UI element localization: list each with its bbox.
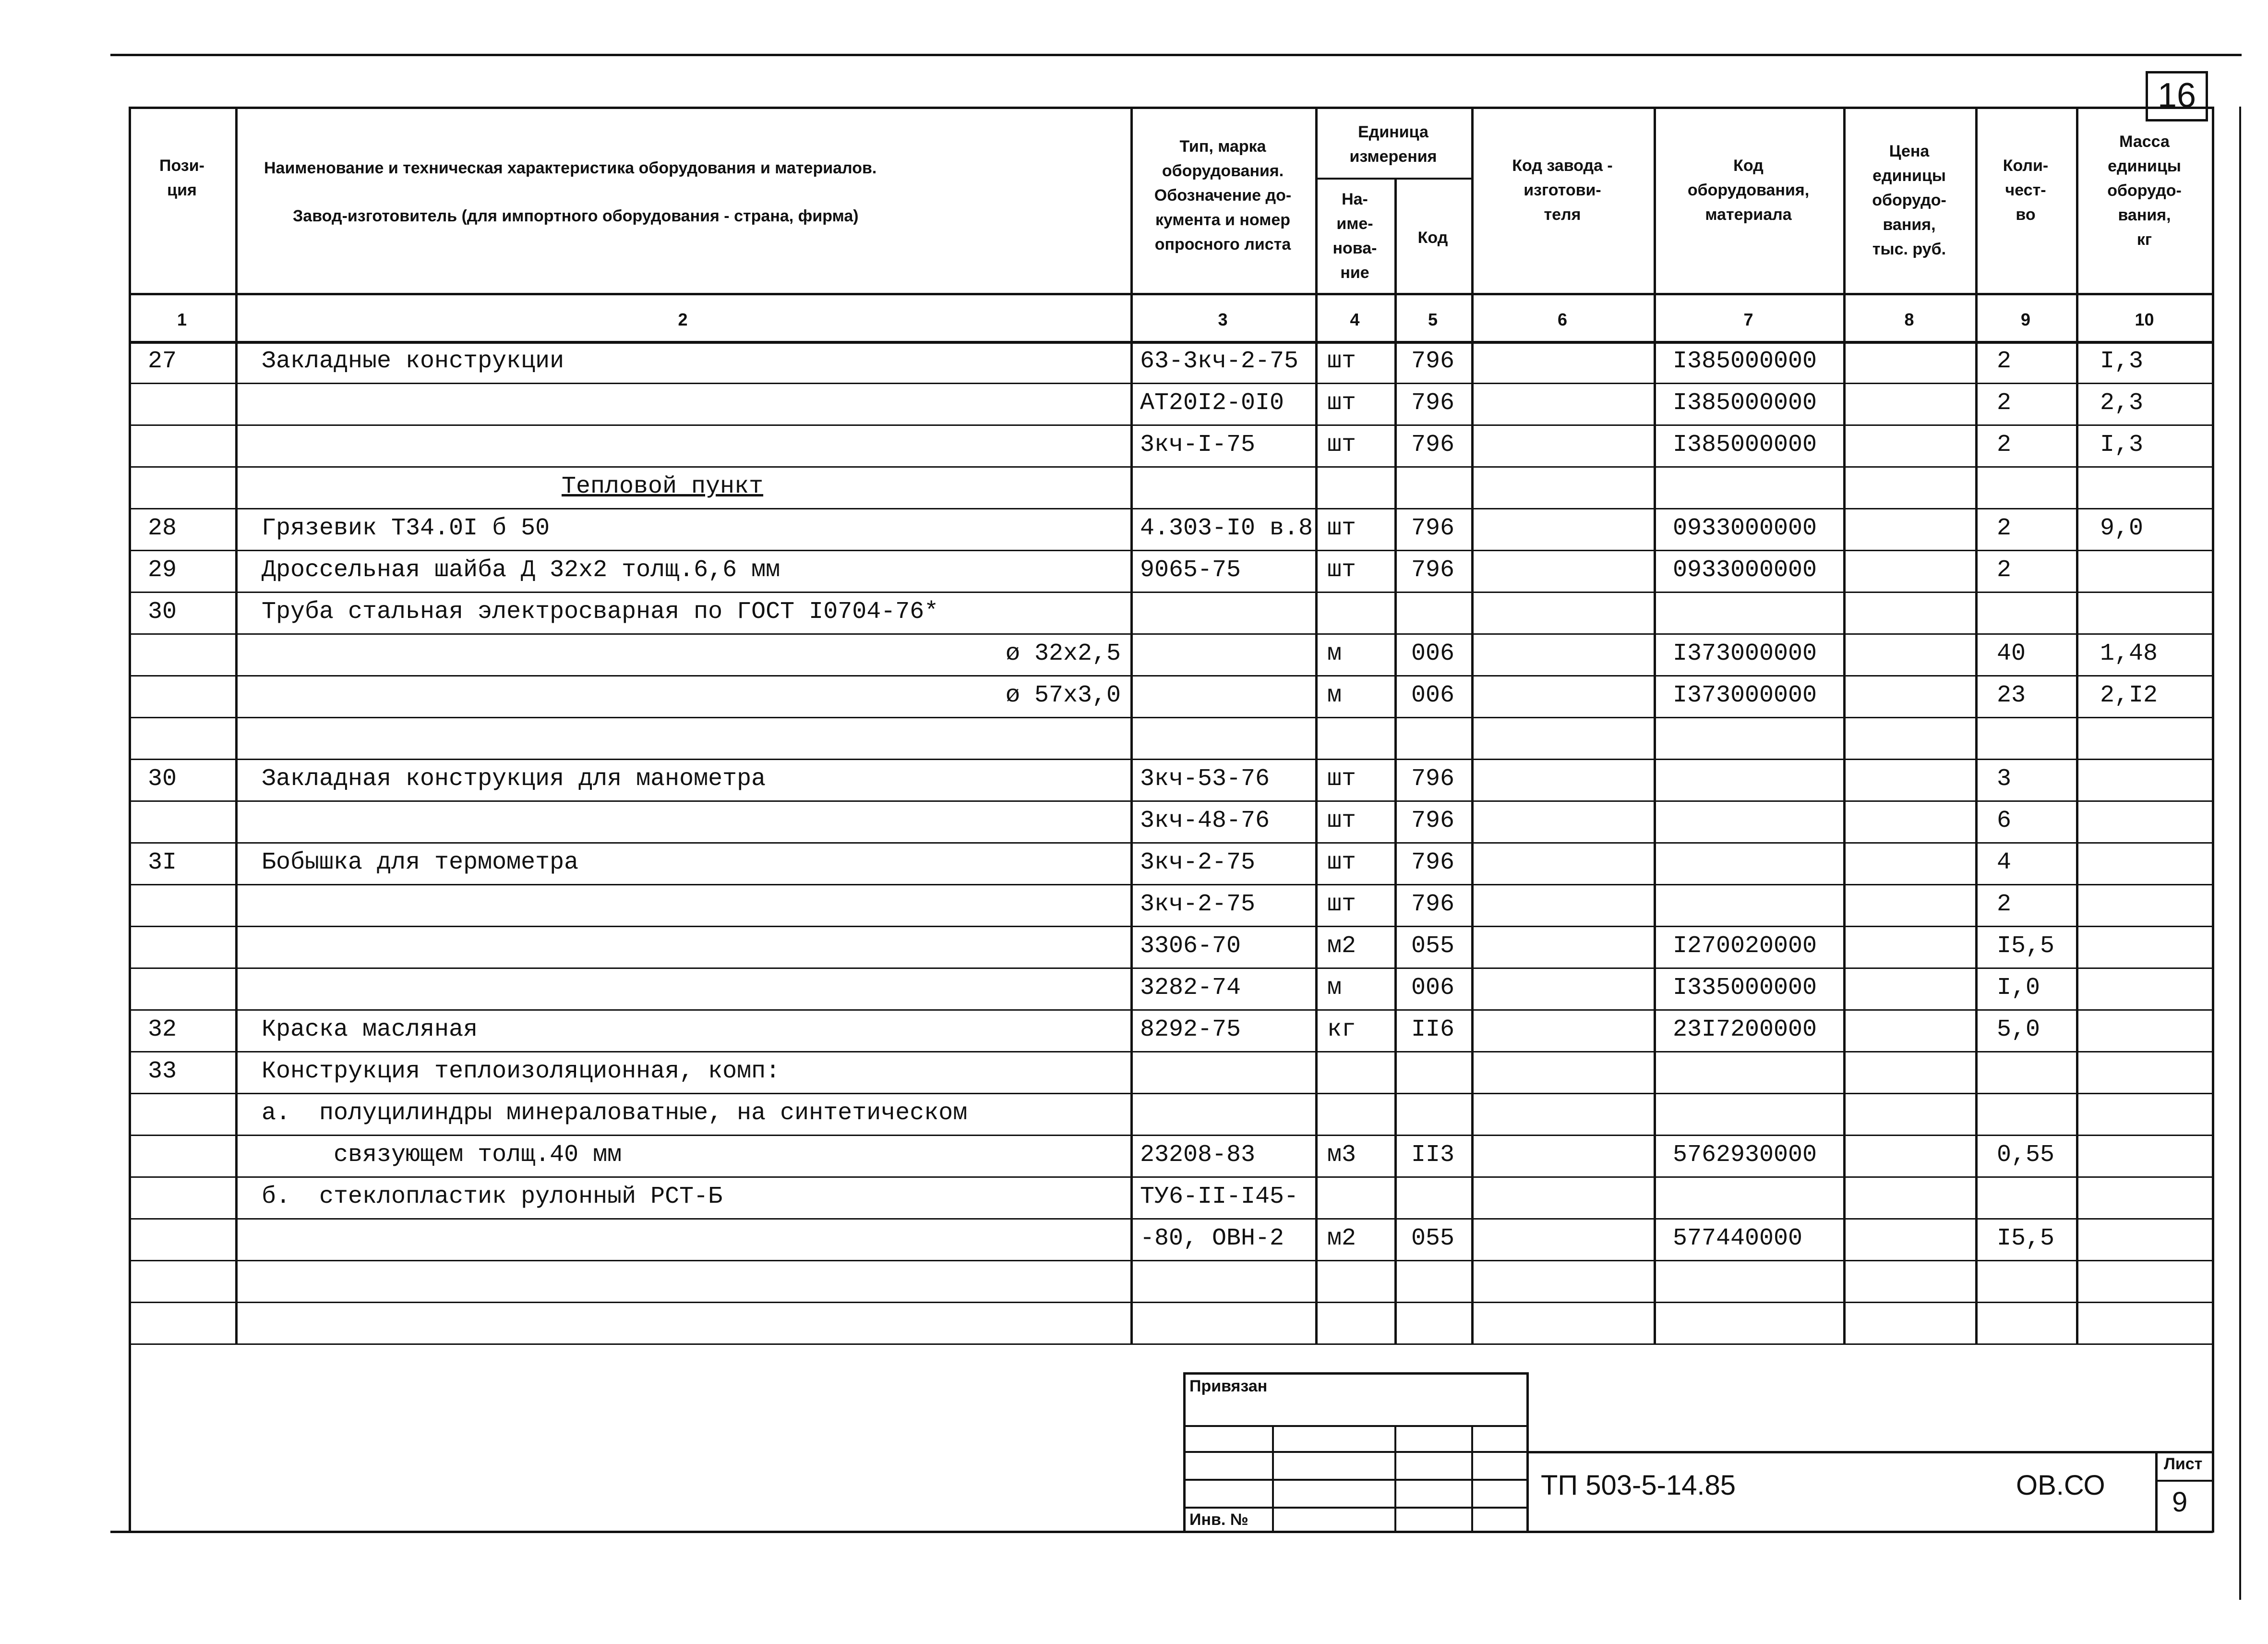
row-unit-code: 796: [1411, 431, 1455, 459]
page-bottom-border: [110, 1531, 2213, 1533]
row-material-code: I385000000: [1673, 348, 1817, 375]
row-divider: [129, 550, 2213, 551]
row-quantity: 2: [1997, 556, 2012, 584]
row-unit-name: шт: [1327, 849, 1356, 876]
row-divider: [129, 926, 2213, 927]
row-name: Закладные конструкции: [262, 348, 564, 375]
row-divider: [129, 1176, 2213, 1178]
header-col10: Масса единицы оборудо- вания, кг: [2107, 133, 2182, 249]
header-number-row-top: [129, 293, 2213, 295]
row-position: 30: [148, 765, 177, 793]
row-quantity: 6: [1997, 807, 2012, 834]
row-mass: I,3: [2100, 431, 2144, 459]
row-position: 29: [148, 556, 177, 584]
row-divider: [129, 717, 2213, 718]
sheet-number: 9: [2172, 1487, 2188, 1518]
row-divider: [129, 633, 2213, 635]
row-quantity: 2: [1997, 891, 2012, 918]
row-unit-code: 796: [1411, 556, 1455, 584]
row-type-mark: -80, ОВН-2: [1140, 1225, 1284, 1252]
row-material-code: 5762930000: [1673, 1141, 1817, 1169]
row-divider: [129, 1260, 2213, 1261]
row-quantity: 0,55: [1997, 1141, 2055, 1169]
row-unit-name: шт: [1327, 431, 1356, 459]
row-divider: [129, 800, 2213, 802]
row-quantity: 2: [1997, 515, 2012, 542]
section-heading: Тепловой пункт: [562, 473, 764, 500]
row-quantity: I,0: [1997, 974, 2040, 1002]
header-unit-group: Единица измерения: [1349, 123, 1437, 166]
row-mass: 2,3: [2100, 389, 2144, 417]
row-name: Краска масляная: [262, 1016, 478, 1043]
header-col8: Цена единицы оборудо- вания, тыс. руб.: [1872, 142, 1946, 258]
row-type-mark: 3кч-53-76: [1140, 765, 1270, 793]
row-divider: [129, 1135, 2213, 1136]
row-material-code: I373000000: [1673, 640, 1817, 667]
row-name-size: ø 57х3,0: [1005, 682, 1121, 709]
row-position: 33: [148, 1058, 177, 1085]
row-type-mark: 4.303-I0 в.8: [1140, 515, 1313, 542]
row-unit-name: шт: [1327, 891, 1356, 918]
corner-sheet-number: 16: [2146, 71, 2208, 121]
sheet-label: Лист: [2164, 1455, 2203, 1473]
row-unit-code: 006: [1411, 640, 1455, 667]
header-bottom: [129, 341, 2213, 344]
row-unit-code: 006: [1411, 682, 1455, 709]
row-unit-name: шт: [1327, 389, 1356, 417]
row-quantity: 2: [1997, 389, 2012, 417]
row-divider: [129, 1302, 2213, 1303]
header-column-number: 4: [1350, 310, 1360, 329]
row-quantity: 40: [1997, 640, 2026, 667]
row-divider: [129, 759, 2213, 760]
row-unit-name: шт: [1327, 556, 1356, 584]
row-material-code: I385000000: [1673, 431, 1817, 459]
row-mass: 9,0: [2100, 515, 2144, 542]
column-divider: [2076, 107, 2078, 1343]
row-position: 27: [148, 348, 177, 375]
header-col1: Пози- ция: [159, 157, 204, 199]
row-name-size: ø 32х2,5: [1005, 640, 1121, 667]
row-material-code: 577440000: [1673, 1225, 1803, 1252]
header-col9: Коли- чест- во: [2003, 157, 2049, 224]
header-col7: Код оборудования, материала: [1687, 157, 1810, 224]
row-type-mark: 3306-70: [1140, 932, 1241, 960]
page-right-edge: [2239, 107, 2241, 1600]
row-material-code: 23I7200000: [1673, 1016, 1817, 1043]
row-unit-name: м: [1327, 682, 1342, 709]
row-quantity: 4: [1997, 849, 2012, 876]
row-unit-name: кг: [1327, 1016, 1356, 1043]
row-quantity: 23: [1997, 682, 2026, 709]
row-type-mark: 63-3кч-2-75: [1140, 348, 1299, 375]
row-position: 32: [148, 1016, 177, 1043]
row-position: 30: [148, 598, 177, 626]
header-column-number: 10: [2135, 310, 2154, 329]
column-divider: [235, 107, 238, 1343]
column-divider: [1975, 107, 1978, 1343]
row-divider: [129, 424, 2213, 426]
row-material-code: I385000000: [1673, 389, 1817, 417]
top-rule: [110, 54, 2242, 56]
row-unit-code: II3: [1411, 1141, 1455, 1169]
row-type-mark: 9065-75: [1140, 556, 1241, 584]
row-divider: [129, 592, 2213, 593]
row-unit-code: 796: [1411, 807, 1455, 834]
header-column-number: 6: [1557, 310, 1568, 329]
row-unit-name: шт: [1327, 765, 1356, 793]
column-divider: [1394, 178, 1397, 1343]
row-material-code: I335000000: [1673, 974, 1817, 1002]
row-unit-code: 796: [1411, 891, 1455, 918]
row-unit-name: шт: [1327, 807, 1356, 834]
row-divider: [129, 967, 2213, 969]
header-col3: Тип, марка оборудования. Обозначение до- кумента и номер опросного листа: [1154, 137, 1292, 254]
row-divider: [129, 675, 2213, 677]
column-divider: [1130, 107, 1133, 1343]
header-column-number: 8: [1904, 310, 1914, 329]
row-name: Труба стальная электросварная по ГОСТ I0704-76*: [262, 598, 939, 626]
row-position: 3I: [148, 849, 177, 876]
row-type-mark: 23208-83: [1140, 1141, 1256, 1169]
row-unit-code: 796: [1411, 389, 1455, 417]
column-divider: [1315, 107, 1318, 1343]
row-type-mark: 3282-74: [1140, 974, 1241, 1002]
header-column-number: 3: [1218, 310, 1228, 329]
row-unit-code: 055: [1411, 932, 1455, 960]
row-type-mark: 3кч-2-75: [1140, 849, 1256, 876]
bound-label: Привязан: [1189, 1377, 1268, 1395]
row-divider: [129, 884, 2213, 885]
header-column-number: 7: [1743, 310, 1753, 329]
header-column-number: 9: [2020, 310, 2031, 329]
row-name: Конструкция теплоизоляционная, комп:: [262, 1058, 780, 1085]
column-divider: [1471, 107, 1474, 1343]
row-unit-code: 796: [1411, 849, 1455, 876]
row-divider: [129, 1051, 2213, 1052]
row-quantity: 5,0: [1997, 1016, 2040, 1043]
document-section: ОВ.СО: [2016, 1470, 2105, 1501]
row-name: б. стеклопластик рулонный РСТ-Б: [262, 1183, 723, 1210]
row-unit-name: м2: [1327, 1225, 1356, 1252]
table-top-border: [129, 107, 2214, 109]
row-unit-name: м2: [1327, 932, 1356, 960]
row-type-mark: 3кч-2-75: [1140, 891, 1256, 918]
document-code: ТП 503-5-14.85: [1541, 1470, 1736, 1501]
row-type-mark: 3кч-48-76: [1140, 807, 1270, 834]
row-name: Закладная конструкция для манометра: [262, 765, 766, 793]
header-col5: Код: [1417, 229, 1448, 247]
row-mass: I,3: [2100, 348, 2144, 375]
row-divider: [129, 842, 2213, 844]
row-quantity: I5,5: [1997, 932, 2055, 960]
row-divider: [129, 1343, 2213, 1345]
row-mass: 2,I2: [2100, 682, 2158, 709]
header-column-number: 2: [678, 310, 688, 329]
row-position: 28: [148, 515, 177, 542]
row-divider: [129, 466, 2213, 468]
row-divider: [129, 508, 2213, 509]
row-type-mark: 3кч-I-75: [1140, 431, 1256, 459]
row-unit-code: II6: [1411, 1016, 1455, 1043]
row-unit-code: 796: [1411, 348, 1455, 375]
inv-label: Инв. №: [1189, 1511, 1248, 1529]
header-col2-line2: Завод-изготовитель (для импортного оборудования - страна, фирма): [293, 207, 859, 225]
row-type-mark: ТУ6-II-I45-: [1140, 1183, 1299, 1210]
row-quantity: I5,5: [1997, 1225, 2055, 1252]
column-divider: [1654, 107, 1656, 1343]
row-type-mark: 8292-75: [1140, 1016, 1241, 1043]
row-unit-name: м: [1327, 640, 1342, 667]
row-name: Грязевик Т34.0I б 50: [262, 515, 550, 542]
row-quantity: 2: [1997, 348, 2012, 375]
row-quantity: 3: [1997, 765, 2012, 793]
row-type-mark: АТ20I2-0I0: [1140, 389, 1284, 417]
column-divider: [1843, 107, 1846, 1343]
row-material-code: I270020000: [1673, 932, 1817, 960]
row-unit-name: м3: [1327, 1141, 1356, 1169]
header-col4: На- име- нова- ние: [1332, 190, 1377, 282]
unit-group-divider: [1315, 178, 1471, 180]
row-unit-code: 006: [1411, 974, 1455, 1002]
row-divider: [129, 383, 2213, 384]
header-col2-line1: Наименование и техническая характеристика оборудования и материалов.: [264, 159, 877, 177]
row-mass: 1,48: [2100, 640, 2158, 667]
row-name: а. полуцилиндры минераловатные, на синтетическом: [262, 1100, 968, 1127]
row-unit-code: 796: [1411, 515, 1455, 542]
row-quantity: 2: [1997, 431, 2012, 459]
row-unit-code: 055: [1411, 1225, 1455, 1252]
row-divider: [129, 1009, 2213, 1011]
row-name: Бобышка для термометра: [262, 849, 579, 876]
row-unit-name: шт: [1327, 348, 1356, 375]
row-name: связующем толщ.40 мм: [262, 1141, 622, 1169]
row-unit-name: шт: [1327, 515, 1356, 542]
row-unit-name: м: [1327, 974, 1342, 1002]
header-column-number: 1: [177, 310, 187, 329]
row-divider: [129, 1218, 2213, 1220]
row-name: Дроссельная шайба Д 32х2 толщ.6,6 мм: [262, 556, 780, 584]
header-column-number: 5: [1428, 310, 1438, 329]
row-divider: [129, 1093, 2213, 1094]
row-material-code: 0933000000: [1673, 556, 1817, 584]
row-material-code: I373000000: [1673, 682, 1817, 709]
row-material-code: 0933000000: [1673, 515, 1817, 542]
header-col6: Код завода - изготови- теля: [1512, 157, 1613, 224]
row-unit-code: 796: [1411, 765, 1455, 793]
